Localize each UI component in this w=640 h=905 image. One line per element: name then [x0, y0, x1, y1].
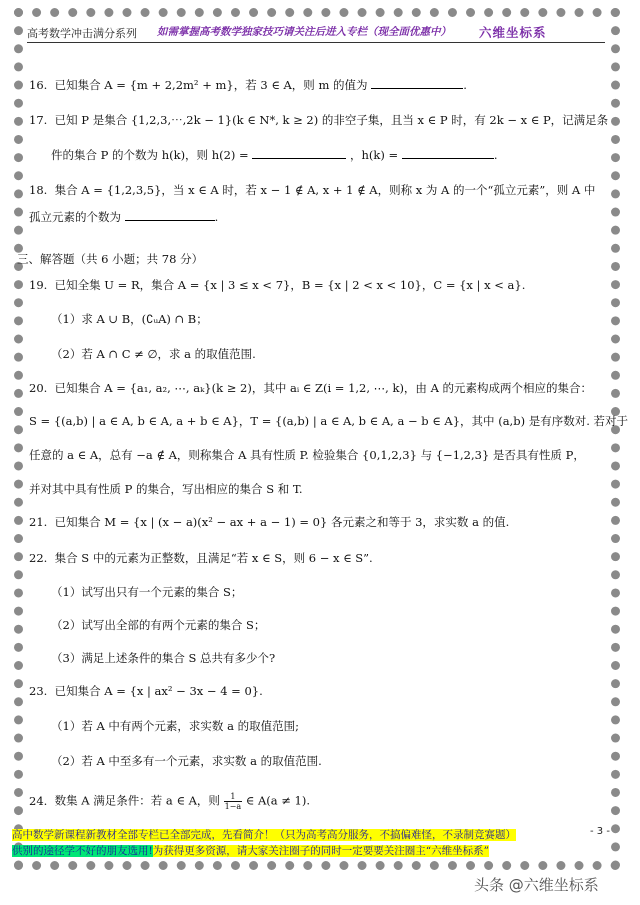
- question-22-part-2: （2）试写出全部的有两个元素的集合 S；: [51, 618, 266, 632]
- question-22-part-3: （3）满足上述条件的集合 S 总共有多少个?: [51, 651, 276, 665]
- question-18-line-1: [29, 182, 595, 198]
- question-text: ∈ A(a ≠ 1).: [245, 793, 311, 808]
- question-17-line-2: [51, 146, 497, 163]
- question-number: 21.: [29, 515, 48, 529]
- question-20-line-2: S = {(a,b) | a ∈ A, b ∈ A, a + b ∈ A}，T = {(a,b) | a ∈ A, b ∈ A, a − b ∈ A}，其中 (a,b) 是有序数对. 若对于: [29, 414, 629, 428]
- question-number: 23.: [29, 684, 48, 698]
- question-16: [29, 76, 467, 93]
- question-text: ，h(k) =: [350, 148, 399, 162]
- promo-banner-1: [12, 828, 516, 842]
- question-number: 18.: [29, 183, 48, 197]
- question-21: [29, 514, 509, 530]
- question-text: 已知 P 是集合 {1,2,3,⋯,2k − 1}(k ∈ N*, k ≥ 2) 的非空子集，且当 x ∈ P 时，有 2k − x ∈ P，记满足条: [54, 113, 609, 127]
- punctuation: .: [463, 78, 467, 92]
- question-number: 17.: [29, 113, 48, 127]
- question-20-line-1: [29, 380, 592, 396]
- fraction: [224, 792, 243, 811]
- question-22: [29, 550, 373, 566]
- punctuation: .: [214, 210, 219, 224]
- page-number: - 3 -: [590, 826, 610, 837]
- question-22-part-1: （1）试写出只有一个元素的集合 S；: [51, 585, 243, 599]
- question-number: 16.: [29, 78, 48, 92]
- question-number: 20.: [29, 381, 48, 395]
- fraction-numerator: 1: [230, 792, 236, 801]
- question-23-part-2: （2）若 A 中至多有一个元素，求实数 a 的取值范围.: [51, 754, 322, 768]
- series-title: 高考数学冲击满分系列: [27, 27, 137, 40]
- question-18-line-2: [29, 208, 218, 225]
- punctuation: .: [493, 148, 498, 162]
- question-text: 件的集合 P 的个数为 h(k)，则 h(2) =: [51, 148, 249, 162]
- fraction-denominator: 1−a: [224, 802, 242, 811]
- promo-text-yellow: 为获得更多资源，请大家关注圈子的同时一定要要关注圈主“六维坐标系”: [152, 845, 489, 857]
- promo-banner-2: [12, 844, 489, 858]
- brand-logo-text: 六维坐标系: [479, 25, 547, 40]
- answer-blank-h2[interactable]: [252, 146, 346, 159]
- question-20-line-4: 并对其中具有性质 P 的集合，写出相应的集合 S 和 T.: [29, 482, 303, 496]
- promo-text-green: 供别的途径学不好的朋友选用!: [12, 845, 153, 857]
- question-23: [29, 683, 263, 699]
- question-20-line-3: 任意的 a ∈ A，总有 −a ∉ A，则称集合 A 具有性质 P. 检验集合 {0,1,2,3} 与 {−1,2,3} 是否具有性质 P，: [29, 448, 585, 462]
- question-text: 已知集合 A = {a₁, a₂, ⋯, aₖ}(k ≥ 2)，其中 aᵢ ∈ Z(i = 1,2, ⋯, k)，由 A 的元素构成两个相应的集合：: [54, 381, 593, 395]
- page-header: [27, 22, 605, 43]
- question-text: 集合 A = {1,2,3,5}，当 x ∈ A 时，若 x − 1 ∉ A, x + 1 ∉ A，则称 x 为 A 的一个“孤立元素”，则 A 中: [54, 183, 596, 197]
- question-17-line-1: [29, 112, 608, 128]
- answer-blank[interactable]: [125, 208, 215, 221]
- question-number: 22.: [29, 551, 48, 565]
- question-24: [29, 792, 310, 811]
- question-text: 已知集合 A = {m + 2,2m² + m}，若 3 ∈ A，则 m 的值为: [54, 78, 368, 92]
- question-text: 已知集合 A = {x | ax² − 3x − 4 = 0}.: [54, 684, 263, 698]
- question-19-part-2: （2）若 A ∩ C ≠ ∅，求 a 的取值范围.: [51, 347, 256, 361]
- question-text: 数集 A 满足条件：若 a ∈ A，则: [54, 793, 220, 808]
- question-text: 孤立元素的个数为: [29, 210, 121, 224]
- watermark: 头条 @六维坐标系: [474, 876, 599, 894]
- header-ad-text: 如需掌握高考数学独家技巧请关注后进入专栏（现全面优惠中）: [157, 26, 451, 38]
- question-19: [29, 277, 525, 293]
- answer-blank[interactable]: [371, 76, 463, 89]
- promo-text-1: 高中数学新课程新教材全部专栏已全部完成，先看简介！（只为高考高分服务，不搞偏难怪，不录制竞赛题）: [12, 829, 516, 841]
- question-number: 24.: [29, 793, 48, 808]
- question-number: 19.: [29, 278, 48, 292]
- question-text: 集合 S 中的元素为正整数，且满足“若 x ∈ S，则 6 − x ∈ S”.: [54, 551, 373, 565]
- section-heading: 三、解答题（共 6 小题；共 78 分）: [17, 252, 204, 266]
- question-text: 已知全集 U = R，集合 A = {x | 3 ≤ x < 7}，B = {x | 2 < x < 10}，C = {x | x < a}.: [54, 278, 526, 292]
- page-content: [12, 22, 629, 862]
- question-19-part-1: （1）求 A ∪ B，(∁ᵤA) ∩ B；: [51, 312, 208, 326]
- question-23-part-1: （1）若 A 中有两个元素，求实数 a 的取值范围;: [51, 719, 299, 733]
- answer-blank-hk[interactable]: [402, 146, 494, 159]
- question-text: 已知集合 M = {x | (x − a)(x² − ax + a − 1) = 0} 各元素之和等于 3，求实数 a 的值.: [54, 515, 510, 529]
